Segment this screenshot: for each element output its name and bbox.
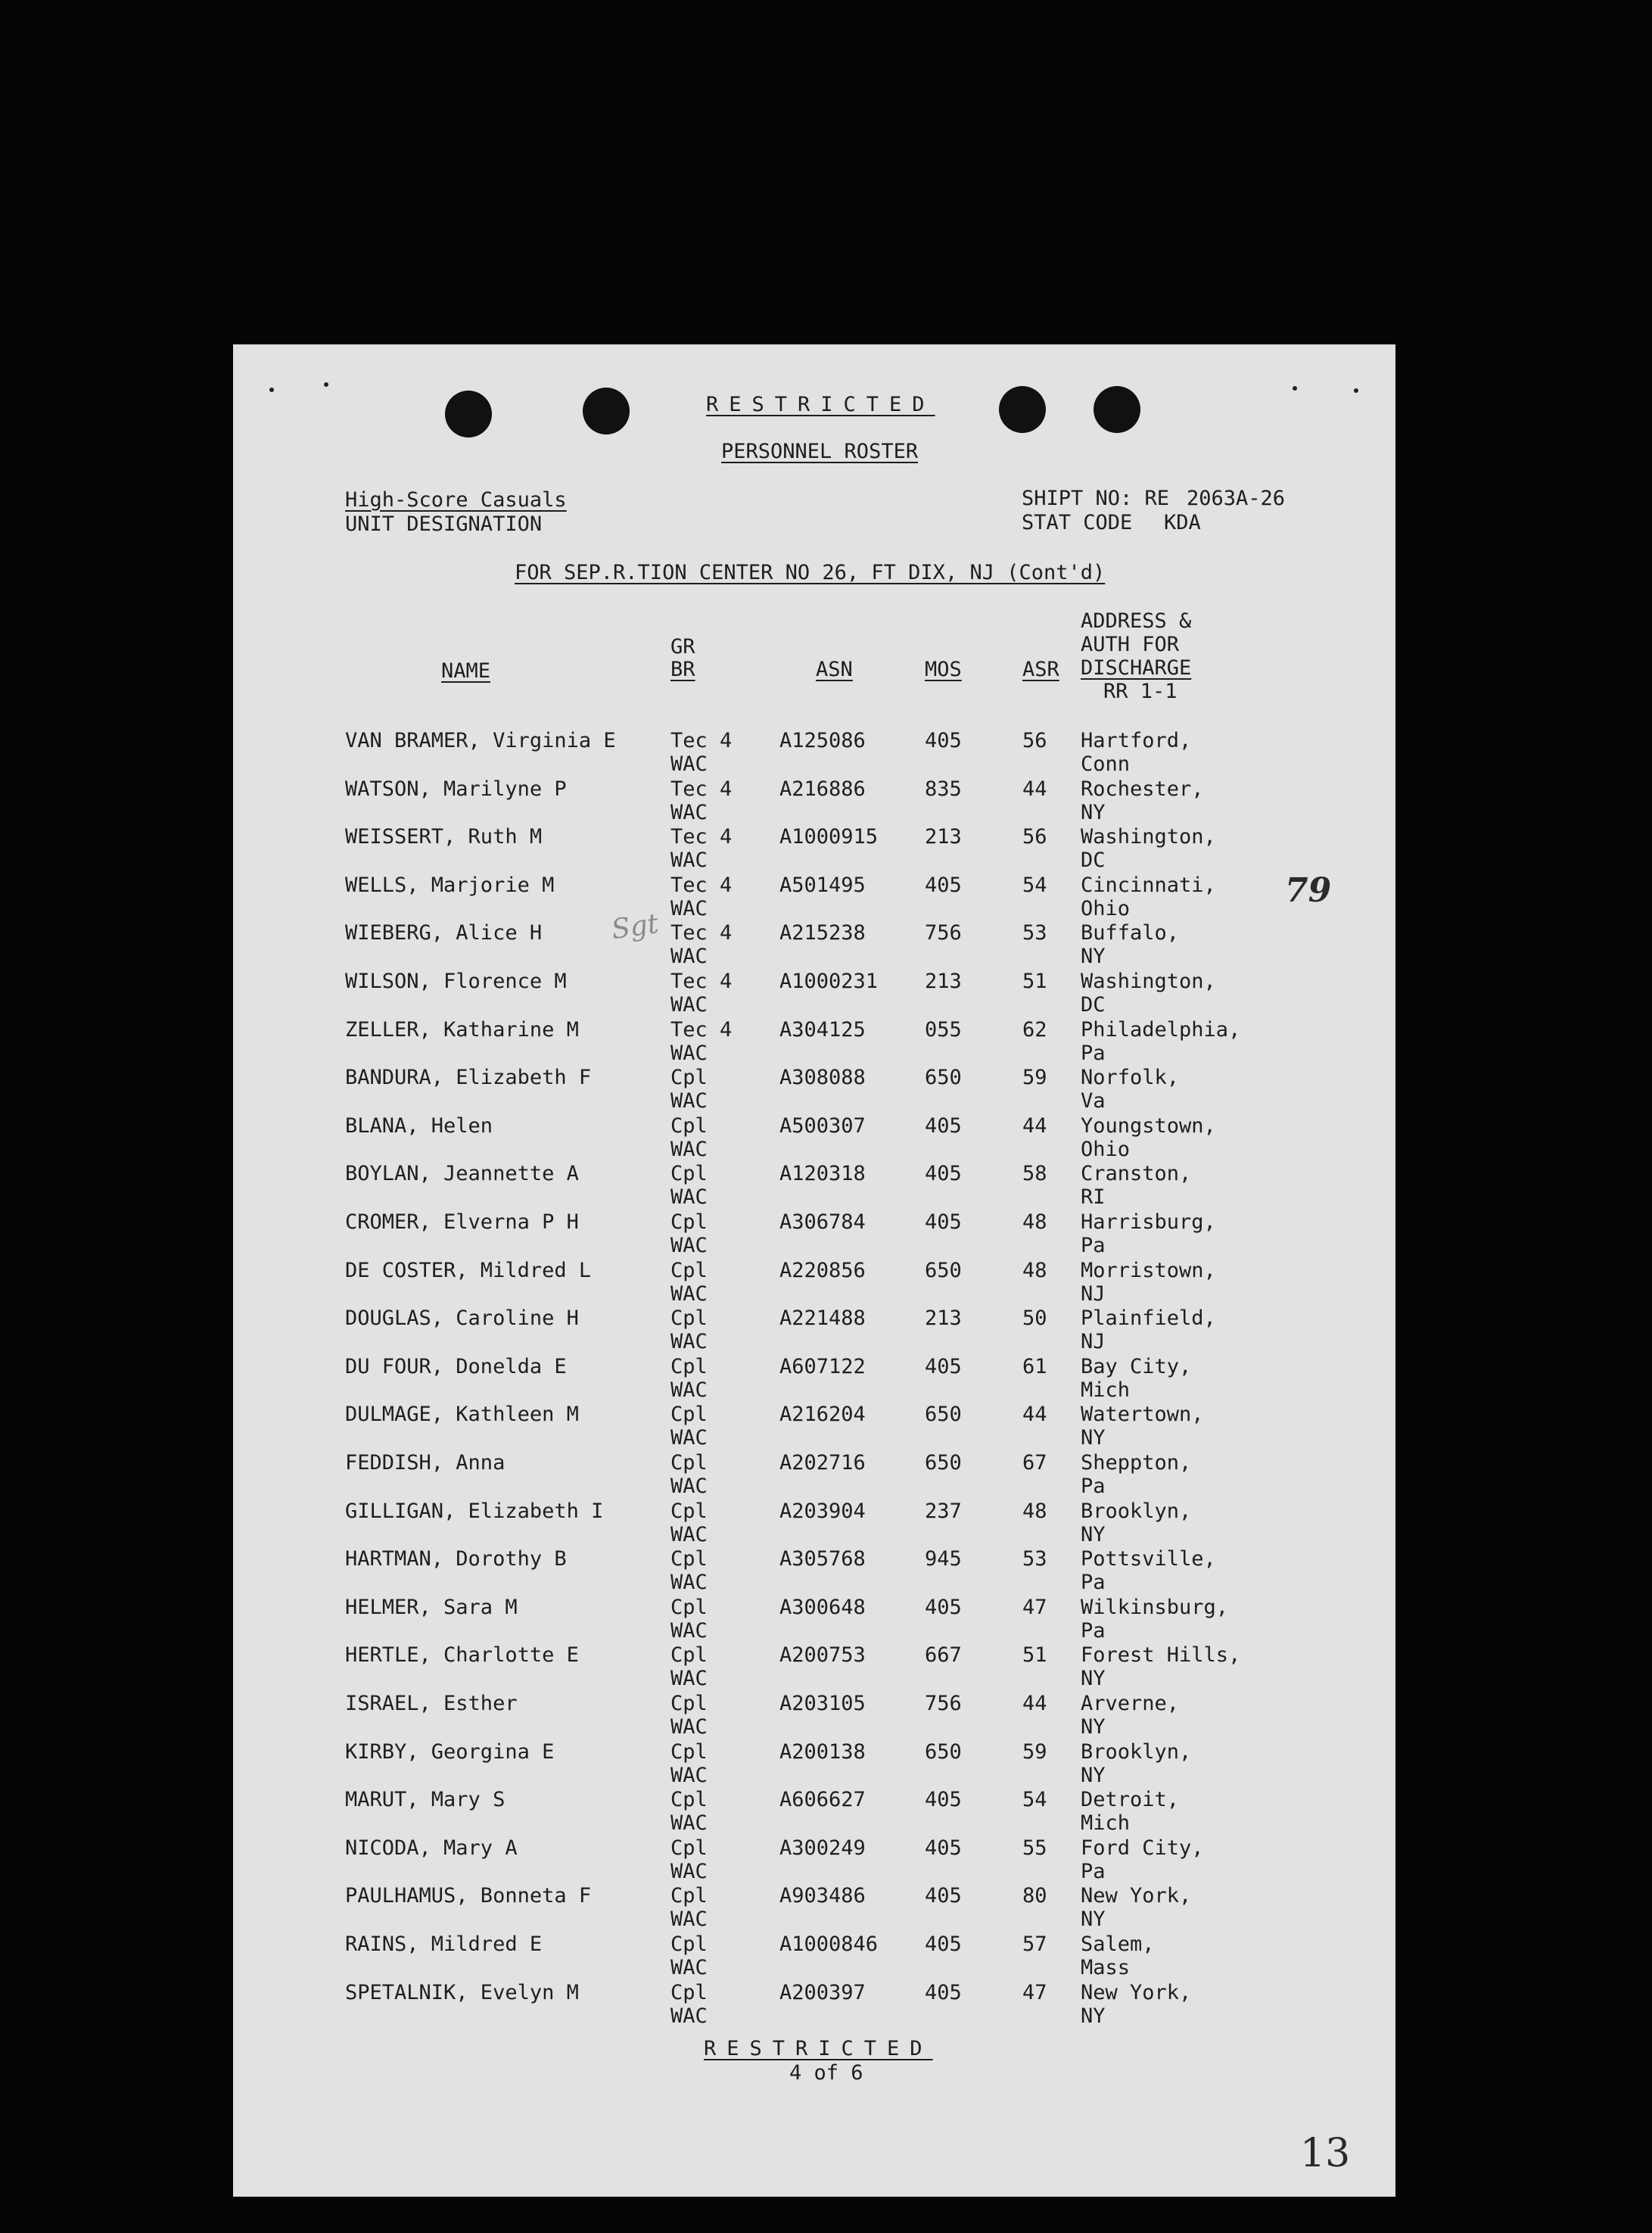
restricted-bottom: RESTRICTED	[704, 2037, 933, 2060]
row-asn: A203105	[779, 1692, 866, 1715]
table-row	[233, 1982, 1395, 2031]
table-row	[233, 1260, 1395, 1309]
row-city: Arverne,	[1081, 1692, 1180, 1715]
table-row	[233, 1886, 1395, 1934]
row-asr: 59	[1022, 1740, 1047, 1764]
row-grade: Cpl	[670, 1451, 708, 1475]
row-state: NY	[1081, 1908, 1106, 1931]
col-name: NAME	[441, 659, 491, 683]
row-city: Brooklyn,	[1081, 1500, 1192, 1523]
row-city: Norfolk,	[1081, 1066, 1180, 1089]
row-asn: A221488	[779, 1306, 866, 1330]
row-name: HERTLE, Charlotte E	[345, 1643, 579, 1667]
row-mos: 405	[925, 1596, 962, 1619]
row-state: Pa	[1081, 1860, 1106, 1883]
row-asn: A304125	[779, 1018, 866, 1042]
row-state: NY	[1081, 801, 1106, 824]
row-state: Pa	[1081, 1571, 1106, 1594]
row-city: Harrisburg,	[1081, 1210, 1216, 1234]
row-asn: A607122	[779, 1355, 866, 1378]
row-grade: Cpl	[670, 1981, 708, 2004]
row-state: NY	[1081, 1715, 1106, 1739]
row-asr: 58	[1022, 1162, 1047, 1185]
row-mos: 405	[925, 1884, 962, 1908]
row-branch: WAC	[670, 1426, 708, 1450]
row-grade: Cpl	[670, 1643, 708, 1667]
punch-hole	[583, 388, 630, 434]
row-name: PAULHAMUS, Bonneta F	[345, 1884, 592, 1908]
row-city: Ford City,	[1081, 1836, 1204, 1860]
row-asr: 44	[1022, 1692, 1047, 1715]
row-name: WATSON, Marilyne P	[345, 777, 567, 801]
row-name: HELMER, Sara M	[345, 1596, 518, 1619]
row-mos: 405	[925, 1162, 962, 1185]
row-state: Pa	[1081, 1042, 1106, 1065]
row-mos: 213	[925, 1306, 962, 1330]
page-number: 4 of 6	[789, 2061, 863, 2085]
row-name: DE COSTER, Mildred L	[345, 1259, 592, 1282]
row-asr: 50	[1022, 1306, 1047, 1330]
row-mos: 405	[925, 1114, 962, 1138]
row-name: SPETALNIK, Evelyn M	[345, 1981, 579, 2004]
stat-code-label: STAT CODE	[1022, 511, 1133, 534]
row-name: WEISSERT, Ruth M	[345, 825, 543, 849]
row-city: Detroit,	[1081, 1788, 1180, 1811]
stat-code: KDA	[1164, 511, 1201, 534]
row-grade: Cpl	[670, 1403, 708, 1426]
row-asr: 48	[1022, 1259, 1047, 1282]
row-asr: 67	[1022, 1451, 1047, 1475]
row-asn: A200397	[779, 1981, 866, 2004]
row-state: NY	[1081, 1426, 1106, 1450]
row-asn: A300249	[779, 1836, 866, 1860]
row-state: Conn	[1081, 752, 1131, 776]
row-asn: A1000915	[779, 825, 879, 849]
row-state: NY	[1081, 1764, 1106, 1787]
row-city: Brooklyn,	[1081, 1740, 1192, 1764]
row-state: NY	[1081, 1523, 1106, 1546]
row-city: Youngstown,	[1081, 1114, 1216, 1138]
row-grade: Cpl	[670, 1210, 708, 1234]
row-name: MARUT, Mary S	[345, 1788, 506, 1811]
row-grade: Cpl	[670, 1596, 708, 1619]
punch-hole	[1094, 386, 1140, 433]
row-city: Cincinnati,	[1081, 874, 1216, 897]
roster-sheet	[233, 344, 1395, 2197]
row-branch: WAC	[670, 1764, 708, 1787]
row-asn: A202716	[779, 1451, 866, 1475]
row-grade: Cpl	[670, 1836, 708, 1860]
row-branch: WAC	[670, 1860, 708, 1883]
row-city: Cranston,	[1081, 1162, 1192, 1185]
row-city: Buffalo,	[1081, 921, 1180, 945]
table-row	[233, 1934, 1395, 1982]
row-mos: 405	[925, 1981, 962, 2004]
row-mos: 405	[925, 729, 962, 752]
row-asr: 53	[1022, 1547, 1047, 1571]
table-row	[233, 1645, 1395, 1693]
row-mos: 213	[925, 825, 962, 849]
row-asr: 61	[1022, 1355, 1047, 1378]
row-state: Pa	[1081, 1619, 1106, 1643]
row-city: Bay City,	[1081, 1355, 1192, 1378]
row-asr: 62	[1022, 1018, 1047, 1042]
row-grade: Cpl	[670, 1066, 708, 1089]
row-mos: 213	[925, 970, 962, 993]
table-row	[233, 1597, 1395, 1646]
row-asn: A903486	[779, 1884, 866, 1908]
table-row	[233, 1163, 1395, 1212]
row-branch: WAC	[670, 1523, 708, 1546]
row-state: Pa	[1081, 1475, 1106, 1498]
row-name: ZELLER, Katharine M	[345, 1018, 579, 1042]
row-city: Forest Hills,	[1081, 1643, 1241, 1667]
row-name: DU FOUR, Donelda E	[345, 1355, 567, 1378]
row-asn: A308088	[779, 1066, 866, 1089]
shipment-number: 2063A-26	[1187, 487, 1286, 510]
row-grade: Cpl	[670, 1259, 708, 1282]
table-row	[233, 827, 1395, 875]
row-branch: WAC	[670, 1042, 708, 1065]
row-mos: 405	[925, 1210, 962, 1234]
restricted-top: RESTRICTED	[706, 393, 935, 416]
row-grade: Cpl	[670, 1788, 708, 1811]
row-asn: A606627	[779, 1788, 866, 1811]
row-asn: A125086	[779, 729, 866, 752]
row-mos: 650	[925, 1740, 962, 1764]
row-mos: 405	[925, 874, 962, 897]
table-row	[233, 1308, 1395, 1356]
row-name: CROMER, Elverna P H	[345, 1210, 579, 1234]
row-asr: 48	[1022, 1500, 1047, 1523]
row-state: Mich	[1081, 1378, 1131, 1402]
row-city: Pottsville,	[1081, 1547, 1216, 1571]
row-grade: Tec 4	[670, 777, 733, 801]
row-mos: 055	[925, 1018, 962, 1042]
table-row	[233, 1789, 1395, 1838]
row-city: Philadelphia,	[1081, 1018, 1241, 1042]
row-grade: Cpl	[670, 1547, 708, 1571]
row-name: NICODA, Mary A	[345, 1836, 518, 1860]
row-branch: WAC	[670, 1234, 708, 1257]
row-grade: Tec 4	[670, 874, 733, 897]
row-state: DC	[1081, 849, 1106, 872]
row-grade: Tec 4	[670, 921, 733, 945]
row-branch: WAC	[670, 945, 708, 968]
handwritten-side-number: 79	[1285, 871, 1332, 910]
row-mos: 667	[925, 1643, 962, 1667]
row-name: DOUGLAS, Caroline H	[345, 1306, 579, 1330]
row-name: RAINS, Mildred E	[345, 1932, 543, 1956]
row-mos: 756	[925, 921, 962, 945]
row-branch: WAC	[670, 1089, 708, 1113]
destination: FOR SEP.R.TION CENTER NO 26, FT DIX, NJ (Cont'd)	[515, 561, 1106, 584]
row-grade: Tec 4	[670, 729, 733, 752]
row-name: GILLIGAN, Elizabeth I	[345, 1500, 604, 1523]
page-title: PERSONNEL ROSTER	[721, 440, 919, 463]
row-grade: Cpl	[670, 1692, 708, 1715]
row-asn: A1000231	[779, 970, 879, 993]
row-state: Mass	[1081, 1956, 1131, 1979]
table-row	[233, 1212, 1395, 1260]
row-mos: 405	[925, 1836, 962, 1860]
col-asn: ASN	[816, 658, 853, 681]
row-asn: A220856	[779, 1259, 866, 1282]
table-row	[233, 971, 1395, 1020]
row-asn: A305768	[779, 1547, 866, 1571]
row-mos: 835	[925, 777, 962, 801]
row-asr: 56	[1022, 729, 1047, 752]
row-asr: 57	[1022, 1932, 1047, 1956]
row-asr: 51	[1022, 1643, 1047, 1667]
row-branch: WAC	[670, 849, 708, 872]
row-city: Hartford,	[1081, 729, 1192, 752]
row-branch: WAC	[670, 1619, 708, 1643]
punch-hole	[999, 386, 1046, 433]
row-mos: 405	[925, 1932, 962, 1956]
row-grade: Tec 4	[670, 825, 733, 849]
row-name: WELLS, Marjorie M	[345, 874, 555, 897]
table-row	[233, 871, 1395, 923]
row-branch: WAC	[670, 1475, 708, 1498]
row-branch: WAC	[670, 897, 708, 920]
col-mos: MOS	[925, 658, 962, 681]
shipment-label: SHIPT NO: RE	[1022, 487, 1170, 510]
table-row	[233, 1067, 1395, 1116]
row-city: Washington,	[1081, 825, 1216, 849]
row-asn: A120318	[779, 1162, 866, 1185]
row-state: NY	[1081, 1667, 1106, 1690]
row-name: WILSON, Florence M	[345, 970, 567, 993]
table-row	[233, 1742, 1395, 1790]
row-asr: 47	[1022, 1981, 1047, 2004]
row-state: Va	[1081, 1089, 1106, 1113]
row-asn: A200138	[779, 1740, 866, 1764]
table-row	[233, 1453, 1395, 1501]
row-name: FEDDISH, Anna	[345, 1451, 506, 1475]
row-asr: 51	[1022, 970, 1047, 993]
row-name: BOYLAN, Jeannette A	[345, 1162, 579, 1185]
col-br: BR	[670, 658, 695, 681]
row-mos: 756	[925, 1692, 962, 1715]
row-branch: WAC	[670, 1956, 708, 1979]
row-asr: 80	[1022, 1884, 1047, 1908]
col-address-4: RR 1-1	[1103, 680, 1178, 703]
row-state: NJ	[1081, 1282, 1106, 1306]
row-branch: WAC	[670, 1571, 708, 1594]
table-row	[233, 923, 1395, 971]
col-address-2: AUTH FOR	[1081, 633, 1180, 656]
row-asr: 44	[1022, 1403, 1047, 1426]
row-asn: A203904	[779, 1500, 866, 1523]
table-row	[233, 1020, 1395, 1068]
table-row	[233, 1501, 1395, 1549]
handwritten-corner-number: 13	[1300, 2131, 1351, 2176]
row-city: New York,	[1081, 1981, 1192, 2004]
col-address-1: ADDRESS &	[1081, 609, 1192, 633]
table-row	[233, 1356, 1395, 1405]
row-name: BANDURA, Elizabeth F	[345, 1066, 592, 1089]
row-state: DC	[1081, 993, 1106, 1017]
row-asn: A306784	[779, 1210, 866, 1234]
row-mos: 650	[925, 1066, 962, 1089]
table-row	[233, 1693, 1395, 1742]
row-branch: WAC	[670, 1667, 708, 1690]
row-state: RI	[1081, 1185, 1106, 1209]
table-row	[233, 730, 1395, 779]
row-grade: Cpl	[670, 1306, 708, 1330]
row-city: Salem,	[1081, 1932, 1155, 1956]
row-mos: 650	[925, 1451, 962, 1475]
row-state: Pa	[1081, 1234, 1106, 1257]
row-state: NY	[1081, 2004, 1106, 2028]
row-asr: 56	[1022, 825, 1047, 849]
row-state: Ohio	[1081, 897, 1131, 920]
row-state: NY	[1081, 945, 1106, 968]
row-branch: WAC	[670, 1908, 708, 1931]
row-branch: WAC	[670, 1330, 708, 1353]
row-asn: A500307	[779, 1114, 866, 1138]
col-asr: ASR	[1022, 658, 1059, 681]
row-mos: 405	[925, 1355, 962, 1378]
row-branch: WAC	[670, 1185, 708, 1209]
row-asr: 55	[1022, 1836, 1047, 1860]
row-grade: Tec 4	[670, 1018, 733, 1042]
row-asr: 54	[1022, 1788, 1047, 1811]
row-asn: A216204	[779, 1403, 866, 1426]
row-asr: 54	[1022, 874, 1047, 897]
row-asr: 53	[1022, 921, 1047, 945]
row-city: New York,	[1081, 1884, 1192, 1908]
row-name: KIRBY, Georgina E	[345, 1740, 555, 1764]
row-mos: 945	[925, 1547, 962, 1571]
row-grade: Cpl	[670, 1740, 708, 1764]
row-asr: 44	[1022, 1114, 1047, 1138]
row-name: HARTMAN, Dorothy B	[345, 1547, 567, 1571]
row-grade: Cpl	[670, 1162, 708, 1185]
row-branch: WAC	[670, 1282, 708, 1306]
row-city: Watertown,	[1081, 1403, 1204, 1426]
row-city: Morristown,	[1081, 1259, 1216, 1282]
row-name: ISRAEL, Esther	[345, 1692, 518, 1715]
row-city: Plainfield,	[1081, 1306, 1216, 1330]
row-name: VAN BRAMER, Virginia E	[345, 729, 616, 752]
row-branch: WAC	[670, 1811, 708, 1835]
row-mos: 650	[925, 1259, 962, 1282]
speck	[1293, 386, 1297, 391]
row-city: Sheppton,	[1081, 1451, 1192, 1475]
row-asn: A215238	[779, 921, 866, 945]
row-asn: A300648	[779, 1596, 866, 1619]
punch-hole	[445, 391, 492, 438]
row-asr: 44	[1022, 777, 1047, 801]
row-city: Wilkinsburg,	[1081, 1596, 1229, 1619]
row-name: DULMAGE, Kathleen M	[345, 1403, 579, 1426]
table-row	[233, 1116, 1395, 1164]
row-asr: 59	[1022, 1066, 1047, 1089]
row-grade: Cpl	[670, 1500, 708, 1523]
row-branch: WAC	[670, 752, 708, 776]
unit-label: UNIT DESIGNATION	[345, 512, 543, 536]
handwritten-note: Sgt	[609, 908, 661, 946]
row-name: WIEBERG, Alice H	[345, 921, 543, 945]
row-mos: 405	[925, 1788, 962, 1811]
row-branch: WAC	[670, 801, 708, 824]
row-asr: 47	[1022, 1596, 1047, 1619]
row-branch: WAC	[670, 993, 708, 1017]
row-branch: WAC	[670, 1715, 708, 1739]
row-grade: Cpl	[670, 1355, 708, 1378]
row-name: BLANA, Helen	[345, 1114, 493, 1138]
table-row	[233, 1838, 1395, 1886]
row-mos: 237	[925, 1500, 962, 1523]
col-address-3: DISCHARGE	[1081, 656, 1192, 680]
speck	[269, 388, 274, 392]
row-state: Mich	[1081, 1811, 1131, 1835]
row-mos: 650	[925, 1403, 962, 1426]
row-grade: Cpl	[670, 1114, 708, 1138]
row-state: Ohio	[1081, 1138, 1131, 1161]
row-asn: A200753	[779, 1643, 866, 1667]
speck	[324, 382, 328, 387]
row-branch: WAC	[670, 1138, 708, 1161]
table-row	[233, 1404, 1395, 1453]
row-grade: Tec 4	[670, 970, 733, 993]
row-asr: 48	[1022, 1210, 1047, 1234]
table-row	[233, 1549, 1395, 1597]
row-state: NJ	[1081, 1330, 1106, 1353]
row-city: Washington,	[1081, 970, 1216, 993]
row-grade: Cpl	[670, 1884, 708, 1908]
table-row	[233, 779, 1395, 827]
row-asn: A1000846	[779, 1932, 879, 1956]
col-gr: GR	[670, 635, 695, 659]
row-branch: WAC	[670, 2004, 708, 2028]
speck	[1354, 388, 1358, 393]
row-grade: Cpl	[670, 1932, 708, 1956]
row-asn: A216886	[779, 777, 866, 801]
row-branch: WAC	[670, 1378, 708, 1402]
unit-name: High-Score Casuals	[345, 488, 567, 512]
row-asn: A501495	[779, 874, 866, 897]
row-city: Rochester,	[1081, 777, 1204, 801]
